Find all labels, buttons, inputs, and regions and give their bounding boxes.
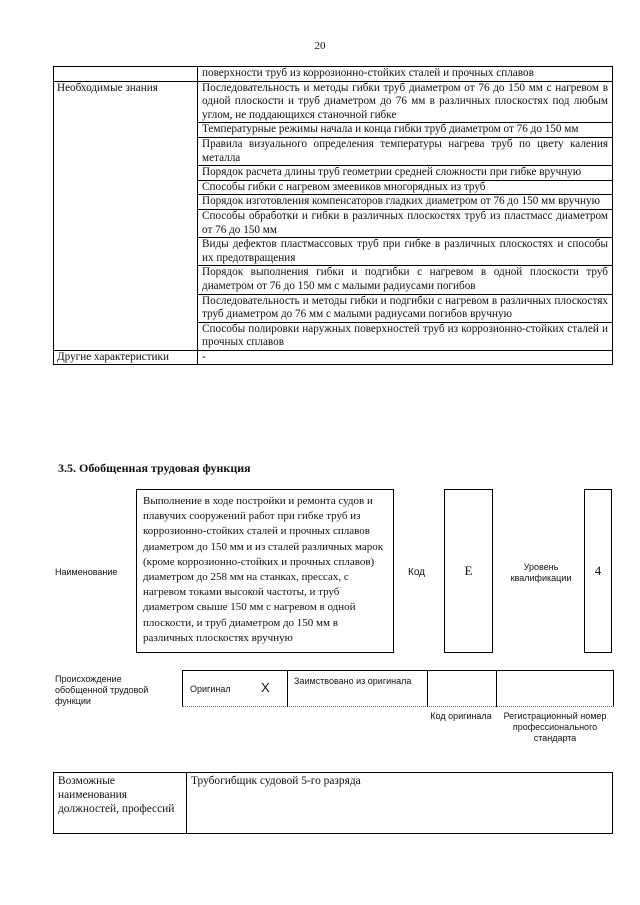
row-value: Порядок расчета длины труб геометрии средней сложности при гибке вручную — [198, 166, 613, 181]
row-value: Способы полировки наружных поверхностей труб из коррозионно-стойких сталей и прочных сплавов — [198, 322, 613, 350]
code-label: Код — [408, 567, 426, 578]
row-value: Температурные режимы начала и конца гибки труб диаметром от 76 до 150 мм — [198, 123, 613, 138]
table-row — [54, 137, 613, 165]
level-value: 4 — [584, 489, 612, 653]
table-row — [54, 294, 613, 322]
row-label — [54, 195, 198, 210]
row-value: Правила визуального определения температуры нагрева труб по цвету каления металла — [198, 137, 613, 165]
table-row — [54, 322, 613, 350]
row-label — [54, 166, 198, 181]
row-value: Порядок выполнения гибки и подгибки с нагревом в одной плоскости труб диаметром от 76 до 150 мм с малыми радиусами погибов — [198, 266, 613, 294]
table-row — [54, 67, 613, 82]
row-value: - — [198, 350, 613, 365]
table-row — [54, 123, 613, 138]
table-row — [54, 166, 613, 181]
row-value: Порядок изготовления компенсаторов гладких диаметром от 76 до 150 мм вручную — [198, 195, 613, 210]
function-description: Выполнение в ходе постройки и ремонта судов и плавучих сооружений работ при гибке труб из коррозионно-стойких сталей и прочных сплавов диаметром до 150 мм и из сталей различных марок (кроме коррозионно-стойких и прочных сплавов) диаметром до 258 мм на станках, прессах, с нагревом токами высокой частоты, и труб диаметром свыше 150 мм с нагревом в одной плоскости, и труб диаметром до 150 мм в различных плоскостях вручную — [136, 489, 394, 653]
row-label — [54, 123, 198, 138]
code-caption: Код оригинала — [430, 711, 492, 721]
borrowed-label: Заимствовано из оригинала — [294, 676, 412, 686]
original-mark: X — [261, 680, 270, 695]
table-row — [54, 266, 613, 294]
origin-label: Происхождение обобщенной трудовой функции — [55, 674, 149, 706]
row-label — [54, 67, 198, 82]
positions-table — [53, 772, 613, 834]
original-label: Оригинал — [190, 684, 231, 694]
positions-label: Возможные наименования должностей, профессий — [54, 773, 187, 834]
positions-value: Трубогибщик судовой 5-го разряда — [187, 773, 613, 834]
row-label — [54, 322, 198, 350]
level-label: Уровень квалификации — [510, 562, 572, 583]
row-value: Способы обработки и гибки в различных плоскостях труб из пластмасс диаметром от 76 до 150 мм — [198, 209, 613, 237]
row-value: Последовательность и методы гибки и подгибки с нагревом в различных плоскостях труб диаметром до 76 мм с малыми радиусами погибов вручную — [198, 294, 613, 322]
table-row — [54, 81, 613, 123]
table-row — [54, 180, 613, 195]
table-row — [54, 195, 613, 210]
row-label — [54, 137, 198, 165]
knowledge-table — [53, 66, 613, 365]
table-row — [54, 209, 613, 237]
code-value: E — [444, 489, 493, 653]
table-row — [54, 350, 613, 365]
row-label — [54, 180, 198, 195]
row-label: Необходимые знания — [54, 81, 198, 123]
name-label: Наименование — [55, 567, 118, 577]
row-value: Виды дефектов пластмассовых труб при гибке в различных плоскостях и способы их предотвращения — [198, 238, 613, 266]
row-value: Способы гибки с нагревом змеевиков многорядных из труб — [198, 180, 613, 195]
origin-divider — [182, 706, 614, 707]
row-label — [54, 294, 198, 322]
row-value: Последовательность и методы гибки труб диаметром от 76 до 150 мм с нагревом в одной плоскости и труб диаметром до 76 мм в различных плоскостях под любым углом, не поддающихся станочной гибке — [198, 81, 613, 123]
section-title: 3.5. Обобщенная трудовая функция — [58, 461, 251, 475]
row-label — [54, 266, 198, 294]
row-label — [54, 238, 198, 266]
reg-caption: Регистрационный номер профессионального стандарта — [503, 711, 607, 743]
row-value: поверхности труб из коррозионно-стойких сталей и прочных сплавов — [198, 67, 613, 82]
row-label — [54, 209, 198, 237]
page-number: 20 — [314, 40, 326, 52]
row-label: Другие характеристики — [54, 350, 198, 365]
table-row — [54, 238, 613, 266]
